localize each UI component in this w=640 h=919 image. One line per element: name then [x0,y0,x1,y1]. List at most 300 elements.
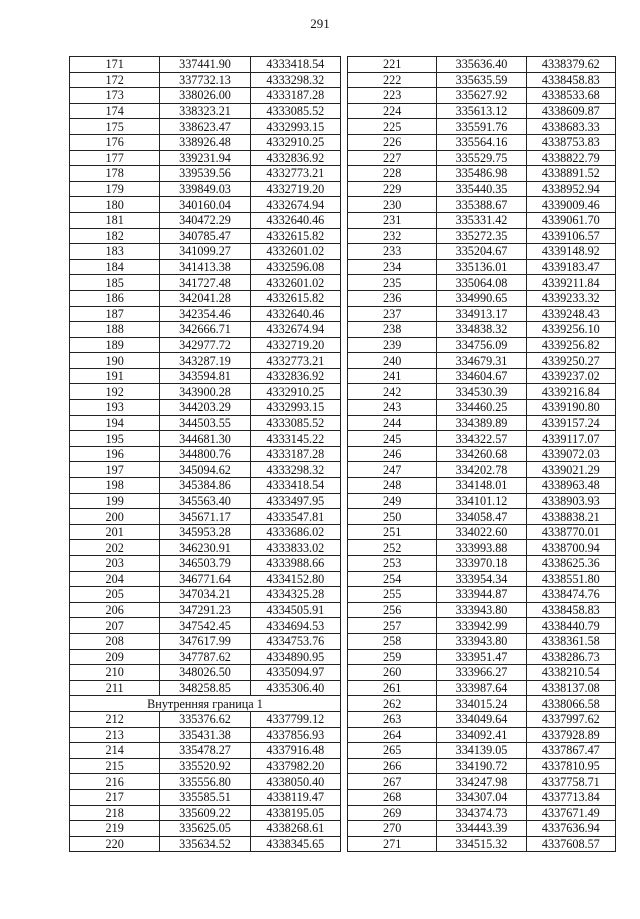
coord-y-cell: 4337867.47 [526,743,615,759]
table-row [348,384,616,400]
point-number-cell: 219 [70,821,160,837]
coord-x-cell: 346771.64 [160,571,250,587]
point-number-cell: 172 [70,72,160,88]
coord-x-cell: 338926.48 [160,134,250,150]
point-number-cell: 250 [348,509,437,525]
point-number-cell: 216 [70,774,160,790]
coord-y-cell: 4337758.71 [526,774,615,790]
coord-y-cell: 4334505.91 [250,602,340,618]
point-number-cell: 233 [348,244,437,260]
table-row [70,493,341,509]
point-number-cell: 225 [348,119,437,135]
coord-y-cell: 4339117.07 [526,431,615,447]
coord-y-cell: 4332640.46 [250,212,340,228]
coord-x-cell: 340160.04 [160,197,250,213]
point-number-cell: 184 [70,259,160,275]
coord-x-cell: 334679.31 [437,353,526,369]
point-number-cell: 197 [70,462,160,478]
point-number-cell: 240 [348,353,437,369]
point-number-cell: 192 [70,384,160,400]
point-number-cell: 258 [348,633,437,649]
table-row [348,150,616,166]
coord-x-cell: 339539.56 [160,166,250,182]
coord-x-cell: 333970.18 [437,556,526,572]
coord-y-cell: 4338345.65 [250,836,340,852]
table-row [348,758,616,774]
table-row [70,415,341,431]
point-number-cell: 232 [348,228,437,244]
point-number-cell: 200 [70,509,160,525]
coord-x-cell: 347034.21 [160,587,250,603]
coord-x-cell: 335591.76 [437,119,526,135]
table-row [348,462,616,478]
point-number-cell: 228 [348,166,437,182]
coord-x-cell: 334202.78 [437,462,526,478]
coord-y-cell: 4338361.58 [526,633,615,649]
coord-x-cell: 334389.89 [437,415,526,431]
table-row [348,680,616,696]
coord-x-cell: 340785.47 [160,228,250,244]
table-row [70,462,341,478]
coord-y-cell: 4337799.12 [250,711,340,727]
coord-y-cell: 4339072.03 [526,446,615,462]
table-row [348,322,616,338]
point-number-cell: 271 [348,836,437,852]
table-row [70,633,341,649]
table-row [70,72,341,88]
coord-y-cell: 4332993.15 [250,400,340,416]
point-number-cell: 208 [70,633,160,649]
coord-y-cell: 4338050.40 [250,774,340,790]
table-row [348,478,616,494]
point-number-cell: 243 [348,400,437,416]
point-number-cell: 236 [348,290,437,306]
point-number-cell: 241 [348,368,437,384]
coord-x-cell: 345953.28 [160,524,250,540]
coord-y-cell: 4334152.80 [250,571,340,587]
point-number-cell: 263 [348,711,437,727]
coord-x-cell: 333942.99 [437,618,526,634]
page-number: 291 [310,16,330,31]
table-row [70,150,341,166]
table-row [70,571,341,587]
coord-x-cell: 342666.71 [160,322,250,338]
table-row [70,166,341,182]
coord-y-cell: 4338625.36 [526,556,615,572]
point-number-cell: 235 [348,275,437,291]
table-row [70,758,341,774]
coord-y-cell: 4334325.28 [250,587,340,603]
point-number-cell: 255 [348,587,437,603]
coord-y-cell: 4338210.54 [526,665,615,681]
table-row [348,88,616,104]
table-row [70,212,341,228]
point-number-cell: 244 [348,415,437,431]
table-row [348,524,616,540]
table-row [70,228,341,244]
coord-y-cell: 4339190.80 [526,400,615,416]
coord-x-cell: 344203.29 [160,400,250,416]
table-row [348,633,616,649]
coord-x-cell: 335486.98 [437,166,526,182]
table-row [70,602,341,618]
table-row [70,88,341,104]
coord-x-cell: 347291.23 [160,602,250,618]
coord-y-cell: 4332993.15 [250,119,340,135]
coord-y-cell: 4332615.82 [250,290,340,306]
point-number-cell: 246 [348,446,437,462]
coord-y-cell: 4337810.95 [526,758,615,774]
table-row [348,587,616,603]
table-row [348,696,616,712]
point-number-cell: 201 [70,524,160,540]
coord-x-cell: 335331.42 [437,212,526,228]
coord-y-cell: 4337856.93 [250,727,340,743]
coord-y-cell: 4332596.08 [250,259,340,275]
coord-y-cell: 4339021.29 [526,462,615,478]
point-number-cell: 214 [70,743,160,759]
coord-x-cell: 335627.92 [437,88,526,104]
point-number-cell: 193 [70,400,160,416]
coord-y-cell: 4337636.94 [526,821,615,837]
point-number-cell: 254 [348,571,437,587]
point-number-cell: 211 [70,680,160,696]
coord-y-cell: 4338195.05 [250,805,340,821]
coord-x-cell: 334148.01 [437,478,526,494]
coord-x-cell: 333943.80 [437,602,526,618]
point-number-cell: 189 [70,337,160,353]
coordinates-table-left [69,56,341,852]
coord-y-cell: 4338753.83 [526,134,615,150]
table-row [348,400,616,416]
coord-y-cell: 4339211.84 [526,275,615,291]
table-row [70,275,341,291]
table-row [348,805,616,821]
coord-y-cell: 4339216.84 [526,384,615,400]
point-number-cell: 209 [70,649,160,665]
coord-y-cell: 4337713.84 [526,789,615,805]
table-row [348,166,616,182]
table-row [70,368,341,384]
table-row [70,353,341,369]
coord-y-cell: 4338268.61 [250,821,340,837]
coord-y-cell: 4332910.25 [250,384,340,400]
table-row [348,119,616,135]
coord-y-cell: 4332773.21 [250,353,340,369]
table-row [348,415,616,431]
coord-x-cell: 335204.67 [437,244,526,260]
coord-y-cell: 4333298.32 [250,72,340,88]
coord-x-cell: 342354.46 [160,306,250,322]
coord-y-cell: 4332674.94 [250,322,340,338]
point-number-cell: 191 [70,368,160,384]
coord-x-cell: 335609.22 [160,805,250,821]
point-number-cell: 210 [70,665,160,681]
coord-x-cell: 333993.88 [437,540,526,556]
table-row [70,540,341,556]
coord-x-cell: 335064.08 [437,275,526,291]
coord-x-cell: 340472.29 [160,212,250,228]
coord-x-cell: 335564.16 [437,134,526,150]
coord-y-cell: 4333145.22 [250,431,340,447]
table-row [348,72,616,88]
point-number-cell: 187 [70,306,160,322]
coord-y-cell: 4338822.79 [526,150,615,166]
coord-y-cell: 4338458.83 [526,602,615,618]
table-row [348,306,616,322]
coord-x-cell: 334515.32 [437,836,526,852]
coord-y-cell: 4338440.79 [526,618,615,634]
table-row [70,306,341,322]
coord-x-cell: 335556.80 [160,774,250,790]
table-row [348,103,616,119]
point-number-cell: 237 [348,306,437,322]
point-number-cell: 190 [70,353,160,369]
coord-y-cell: 4332910.25 [250,134,340,150]
table-row [70,805,341,821]
coord-x-cell: 333987.64 [437,680,526,696]
coord-y-cell: 4338551.80 [526,571,615,587]
table-row [70,197,341,213]
coord-y-cell: 4339157.24 [526,415,615,431]
coord-x-cell: 334092.41 [437,727,526,743]
coord-x-cell: 348026.50 [160,665,250,681]
point-number-cell: 265 [348,743,437,759]
coord-x-cell: 333951.47 [437,649,526,665]
point-number-cell: 207 [70,618,160,634]
coord-x-cell: 335272.35 [437,228,526,244]
coord-y-cell: 4338379.62 [526,57,615,73]
coord-x-cell: 334307.04 [437,789,526,805]
coord-x-cell: 334604.67 [437,368,526,384]
coord-y-cell: 4337928.89 [526,727,615,743]
point-number-cell: 226 [348,134,437,150]
coord-y-cell: 4333085.52 [250,103,340,119]
point-number-cell: 252 [348,540,437,556]
coord-x-cell: 334190.72 [437,758,526,774]
point-number-cell: 174 [70,103,160,119]
coord-y-cell: 4338458.83 [526,72,615,88]
table-row [348,821,616,837]
coord-y-cell: 4338903.93 [526,493,615,509]
table-row [70,134,341,150]
coord-y-cell: 4332674.94 [250,197,340,213]
table-row [70,244,341,260]
table-row [348,431,616,447]
coord-y-cell: 4332836.92 [250,368,340,384]
coord-x-cell: 335625.05 [160,821,250,837]
table-row [70,665,341,681]
coord-y-cell: 4333187.28 [250,88,340,104]
coord-y-cell: 4332773.21 [250,166,340,182]
coord-y-cell: 4332615.82 [250,228,340,244]
point-number-cell: 206 [70,602,160,618]
point-number-cell: 234 [348,259,437,275]
coord-x-cell: 335636.40 [437,57,526,73]
table-row [70,836,341,852]
coord-y-cell: 4339237.02 [526,368,615,384]
coord-x-cell: 343900.28 [160,384,250,400]
coord-x-cell: 334990.65 [437,290,526,306]
section-label: Внутренняя граница 1 [70,696,341,712]
point-number-cell: 179 [70,181,160,197]
table-row [348,602,616,618]
coord-x-cell: 346503.79 [160,556,250,572]
point-number-cell: 248 [348,478,437,494]
coord-y-cell: 4338963.48 [526,478,615,494]
table-row [70,181,341,197]
table-row [70,290,341,306]
point-number-cell: 173 [70,88,160,104]
table-row [348,181,616,197]
table-row [348,290,616,306]
coord-x-cell: 344800.76 [160,446,250,462]
coord-x-cell: 347617.99 [160,633,250,649]
coord-y-cell: 4333085.52 [250,415,340,431]
table-row [348,540,616,556]
table-row [348,774,616,790]
coord-x-cell: 334260.68 [437,446,526,462]
coord-x-cell: 333943.80 [437,633,526,649]
coord-y-cell: 4332836.92 [250,150,340,166]
coord-y-cell: 4339250.27 [526,353,615,369]
point-number-cell: 266 [348,758,437,774]
coord-y-cell: 4337997.62 [526,711,615,727]
coord-x-cell: 333954.34 [437,571,526,587]
table-row [70,711,341,727]
point-number-cell: 171 [70,57,160,73]
table-row [348,244,616,260]
point-number-cell: 249 [348,493,437,509]
point-number-cell: 257 [348,618,437,634]
point-number-cell: 175 [70,119,160,135]
section-header-row [70,696,341,712]
table-row [348,789,616,805]
coord-x-cell: 334322.57 [437,431,526,447]
table-row [70,727,341,743]
coord-y-cell: 4339256.10 [526,322,615,338]
coord-y-cell: 4339061.70 [526,212,615,228]
point-number-cell: 222 [348,72,437,88]
coord-y-cell: 4339148.92 [526,244,615,260]
point-number-cell: 202 [70,540,160,556]
table-row [70,478,341,494]
table-row [70,322,341,338]
coord-y-cell: 4332601.02 [250,275,340,291]
coord-x-cell: 338623.47 [160,119,250,135]
point-number-cell: 177 [70,150,160,166]
coord-x-cell: 335431.38 [160,727,250,743]
point-number-cell: 185 [70,275,160,291]
table-row [348,337,616,353]
table-row [70,103,341,119]
coord-x-cell: 335478.27 [160,743,250,759]
coord-x-cell: 334374.73 [437,805,526,821]
point-number-cell: 270 [348,821,437,837]
coord-y-cell: 4339248.43 [526,306,615,322]
point-number-cell: 186 [70,290,160,306]
point-number-cell: 223 [348,88,437,104]
coord-x-cell: 334913.17 [437,306,526,322]
table-row [70,431,341,447]
coord-x-cell: 334247.98 [437,774,526,790]
coord-y-cell: 4333418.54 [250,478,340,494]
point-number-cell: 194 [70,415,160,431]
point-number-cell: 181 [70,212,160,228]
point-number-cell: 205 [70,587,160,603]
coord-x-cell: 335634.52 [160,836,250,852]
coord-x-cell: 343287.19 [160,353,250,369]
table-row [70,524,341,540]
coord-x-cell: 347542.45 [160,618,250,634]
coord-y-cell: 4332601.02 [250,244,340,260]
point-number-cell: 227 [348,150,437,166]
table-row [348,665,616,681]
point-number-cell: 262 [348,696,437,712]
table-row [348,509,616,525]
coord-x-cell: 335613.12 [437,103,526,119]
coord-y-cell: 4334890.95 [250,649,340,665]
table-row [348,212,616,228]
table-row [348,446,616,462]
point-number-cell: 215 [70,758,160,774]
point-number-cell: 188 [70,322,160,338]
point-number-cell: 239 [348,337,437,353]
point-number-cell: 268 [348,789,437,805]
table-row [70,774,341,790]
coord-y-cell: 4338119.47 [250,789,340,805]
coord-x-cell: 341099.27 [160,244,250,260]
coord-y-cell: 4338137.08 [526,680,615,696]
point-number-cell: 224 [348,103,437,119]
coord-y-cell: 4338286.73 [526,649,615,665]
point-number-cell: 230 [348,197,437,213]
point-number-cell: 183 [70,244,160,260]
coord-x-cell: 346230.91 [160,540,250,556]
coord-y-cell: 4335306.40 [250,680,340,696]
table-row [348,618,616,634]
coord-x-cell: 348258.85 [160,680,250,696]
point-number-cell: 180 [70,197,160,213]
coord-x-cell: 341727.48 [160,275,250,291]
coord-y-cell: 4338770.01 [526,524,615,540]
table-row [348,259,616,275]
point-number-cell: 229 [348,181,437,197]
coord-x-cell: 337441.90 [160,57,250,73]
point-number-cell: 251 [348,524,437,540]
coord-x-cell: 345563.40 [160,493,250,509]
table-row [348,836,616,852]
coord-x-cell: 345094.62 [160,462,250,478]
coord-y-cell: 4338609.87 [526,103,615,119]
coord-x-cell: 334838.32 [437,322,526,338]
point-number-cell: 217 [70,789,160,805]
table-row [348,493,616,509]
coord-x-cell: 345384.86 [160,478,250,494]
coord-x-cell: 334443.39 [437,821,526,837]
coord-y-cell: 4338838.21 [526,509,615,525]
coord-y-cell: 4337608.57 [526,836,615,852]
table-row [70,384,341,400]
table-row [70,649,341,665]
coord-y-cell: 4338474.76 [526,587,615,603]
coord-x-cell: 334530.39 [437,384,526,400]
coord-x-cell: 335136.01 [437,259,526,275]
coord-x-cell: 335388.67 [437,197,526,213]
table-row [348,556,616,572]
coord-y-cell: 4339009.46 [526,197,615,213]
coord-x-cell: 338026.00 [160,88,250,104]
